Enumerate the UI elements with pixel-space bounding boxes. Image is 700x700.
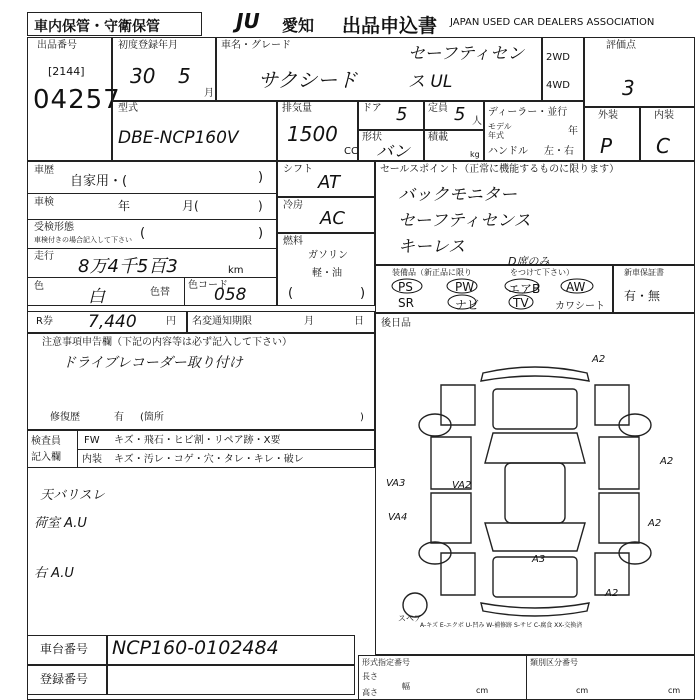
history-close: ) bbox=[258, 170, 264, 185]
grade-name: セーフティセンス UL bbox=[408, 44, 525, 92]
mileage-label: 走行 bbox=[34, 251, 54, 262]
drive-4wd: 4WD bbox=[546, 80, 570, 91]
sales-note: D席のみ bbox=[508, 255, 550, 268]
year-unit: 年 bbox=[568, 126, 578, 137]
score-cell bbox=[584, 37, 695, 107]
mark-va3: VA3 bbox=[386, 478, 406, 489]
shape-value: バン bbox=[376, 142, 410, 162]
jukei-open: ( bbox=[140, 226, 146, 241]
recycle-label: R券 bbox=[36, 316, 53, 327]
int-label: 内装 bbox=[654, 110, 674, 121]
inspector-line2: キズ・汚レ・コゲ・穴・タレ・キレ・破レ bbox=[114, 454, 304, 465]
repair-label: 修復歴 bbox=[50, 412, 80, 423]
ruibetsu-label: 類別区分番号 bbox=[530, 658, 578, 667]
score-label: 評価点 bbox=[606, 40, 636, 51]
cm-label-2: cm bbox=[576, 686, 589, 695]
disp-label: 排気量 bbox=[282, 103, 312, 114]
cap-label: 定員 bbox=[428, 103, 448, 114]
car-diagram bbox=[375, 313, 695, 655]
equip-tv: TV bbox=[513, 296, 529, 310]
mileage-unit: km bbox=[228, 265, 244, 276]
nagasa-label: 長さ bbox=[362, 672, 378, 681]
takasa-label: 高さ bbox=[362, 688, 378, 697]
reg-month: 5 bbox=[178, 64, 191, 88]
lot-number: 04257 bbox=[33, 85, 121, 115]
reg-month-unit: 月 bbox=[204, 88, 214, 99]
inspector-label1: 検査員 bbox=[31, 436, 61, 447]
spare-label: スペア bbox=[398, 614, 422, 623]
recycle-unit: 円 bbox=[166, 316, 176, 327]
mark-right: A2 bbox=[660, 456, 674, 467]
door-value: 5 bbox=[396, 104, 408, 125]
equip-airbag: エアB bbox=[508, 282, 541, 296]
load-label: 積載 bbox=[428, 132, 448, 143]
sales-item-1: バックモニター bbox=[398, 185, 517, 205]
katashiki-label: 形式指定番号 bbox=[362, 658, 410, 667]
notice-label: 名変通知期限 bbox=[192, 316, 252, 327]
reg-no-label: 登録番号 bbox=[40, 672, 89, 686]
type-label: 型式 bbox=[118, 103, 138, 114]
cm-label-1: cm bbox=[476, 686, 489, 695]
damage-legend: A-キズ E-エクボ U-凹み W-補修跡 S-サビ C-腐食 XX-交換済 bbox=[420, 622, 583, 629]
door-label: ドア bbox=[362, 103, 382, 114]
dealer-label: ディーラー・並行 bbox=[488, 107, 568, 118]
equipment-label: 装備品（新正品に限り bbox=[392, 268, 472, 277]
jukei-sub: 車検付きの場合記入して下さい bbox=[34, 236, 132, 244]
warranty-label: 新車保証書 bbox=[624, 268, 664, 277]
sales-item-2: セーフティセンス bbox=[398, 211, 531, 231]
fuel-diesel: 軽・油 bbox=[312, 268, 342, 279]
color-change-label: 色替 bbox=[150, 287, 170, 298]
inspector-label2: 記入欄 bbox=[31, 452, 61, 463]
equipment-label2: をつけて下さい） bbox=[510, 268, 574, 277]
storage-label: 車内保管・守衛保管 bbox=[34, 19, 160, 35]
ju-logo: JU bbox=[236, 9, 260, 33]
reg-label: 初度登録年月 bbox=[118, 40, 178, 51]
fuel-label: 燃料 bbox=[283, 236, 303, 247]
int-score: C bbox=[656, 134, 670, 158]
notice-month: 月 bbox=[304, 316, 314, 327]
mark-va2: VA2 bbox=[452, 480, 472, 491]
inspector-fw: FW bbox=[84, 435, 100, 446]
shift-value: AT bbox=[318, 172, 340, 193]
sales-item-3: キーレス bbox=[398, 237, 466, 257]
reg-value-cell bbox=[107, 665, 355, 695]
history-label: 車歴 bbox=[34, 165, 54, 176]
shaken-close: ) bbox=[258, 199, 263, 213]
equip-pw: PW bbox=[455, 280, 475, 294]
model-year-label: モデル bbox=[488, 122, 512, 131]
inspector-line1: キズ・飛石・ヒビ割・リペア跡・X要 bbox=[114, 435, 281, 446]
shape-label: 形状 bbox=[362, 132, 382, 143]
remark-1: 天バリスレ bbox=[40, 488, 105, 503]
repair-close: ) bbox=[360, 412, 364, 423]
ext-label: 外装 bbox=[598, 110, 618, 121]
warranty-value: 有・無 bbox=[624, 289, 661, 303]
chassis-label: 車台番号 bbox=[40, 642, 89, 656]
ext-score: P bbox=[600, 134, 613, 158]
inspector-naiso: 内装 bbox=[82, 454, 102, 465]
model-label: 車名・グレード bbox=[221, 40, 291, 51]
mark-rear: A2 bbox=[605, 588, 619, 599]
shaken-year-unit: 年 bbox=[118, 199, 131, 213]
type-value: DBE-NCP160V bbox=[118, 128, 239, 148]
load-unit: kg bbox=[470, 150, 480, 159]
drive-cell bbox=[542, 37, 584, 101]
chassis-value: NCP160-0102484 bbox=[112, 637, 279, 659]
cm-label-3: cm bbox=[668, 686, 681, 695]
haba-label: 幅 bbox=[402, 682, 410, 691]
equip-aw: AW bbox=[566, 280, 586, 294]
color-value: 白 bbox=[88, 287, 105, 307]
repair-value: 有 bbox=[114, 412, 124, 423]
notes-text: ドライブレコーダー取り付け bbox=[62, 355, 243, 371]
jukei-close: ) bbox=[258, 226, 264, 241]
equip-leather: カワシート bbox=[555, 301, 605, 312]
color-code-label: 色コード bbox=[188, 280, 228, 291]
association-name: JAPAN USED CAR DEALERS ASSOCIATION bbox=[450, 17, 655, 28]
repair-place: (箇所 bbox=[140, 412, 164, 423]
fuel-open: ( bbox=[288, 286, 294, 301]
model-year-label2: 年式 bbox=[488, 131, 504, 140]
score-value: 3 bbox=[622, 76, 635, 100]
fuel-close: ) bbox=[360, 286, 366, 301]
storage-badge bbox=[27, 12, 202, 36]
equip-sr: SR bbox=[398, 296, 414, 310]
mileage-value: 8万4千5百3 bbox=[78, 256, 178, 277]
brand-name: 愛知 bbox=[282, 16, 315, 35]
mark-va4: VA4 bbox=[388, 512, 408, 523]
lot-label: 出品番号 bbox=[37, 40, 77, 51]
handle-value: 左・右 bbox=[544, 146, 574, 157]
cooler-label: 冷房 bbox=[283, 200, 303, 211]
form-title: 出品申込書 bbox=[342, 15, 438, 37]
shift-label: シフト bbox=[283, 164, 313, 175]
reg-year: 30 bbox=[130, 64, 156, 88]
equip-ps: PS bbox=[398, 280, 413, 294]
handle-label: ハンドル bbox=[488, 146, 528, 157]
shaken-label: 車検 bbox=[34, 197, 54, 208]
sales-label: セールスポイント（正常に機能するものに限ります） bbox=[380, 164, 620, 175]
notes-label: 注意事項申告欄（下記の内容等は必ず記入して下さい） bbox=[42, 337, 292, 348]
mark-a3: A3 bbox=[532, 554, 546, 565]
fuel-gas: ガソリン bbox=[308, 250, 348, 261]
remark-2: 荷室 A.U bbox=[34, 516, 87, 531]
mark-left: A2 bbox=[648, 518, 662, 529]
disp-value: 1500 bbox=[287, 122, 338, 146]
cap-value: 5 bbox=[454, 104, 466, 125]
equipment-circles bbox=[375, 265, 613, 313]
drive-2wd: 2WD bbox=[546, 52, 570, 63]
jukei-label: 受検形態 bbox=[34, 222, 74, 233]
cooler-value: AC bbox=[320, 208, 345, 229]
model-name: サクシード bbox=[258, 68, 358, 92]
lot-sub: [2144] bbox=[48, 65, 85, 78]
shaken-month-unit: 月( bbox=[182, 199, 199, 213]
disp-unit: CC bbox=[344, 146, 358, 157]
remark-3: 右 A.U bbox=[34, 566, 74, 581]
notice-day: 日 bbox=[354, 316, 364, 327]
mark-front: A2 bbox=[592, 354, 606, 365]
history-value: 自家用・( bbox=[70, 174, 128, 189]
recycle-value: 7,440 bbox=[88, 312, 137, 332]
cap-unit: 人 bbox=[472, 116, 482, 127]
rear-label: 後日品 bbox=[381, 318, 411, 329]
color-label: 色 bbox=[34, 281, 44, 292]
color-code-value: 058 bbox=[214, 285, 247, 305]
equip-navi: ナビ bbox=[455, 298, 480, 312]
